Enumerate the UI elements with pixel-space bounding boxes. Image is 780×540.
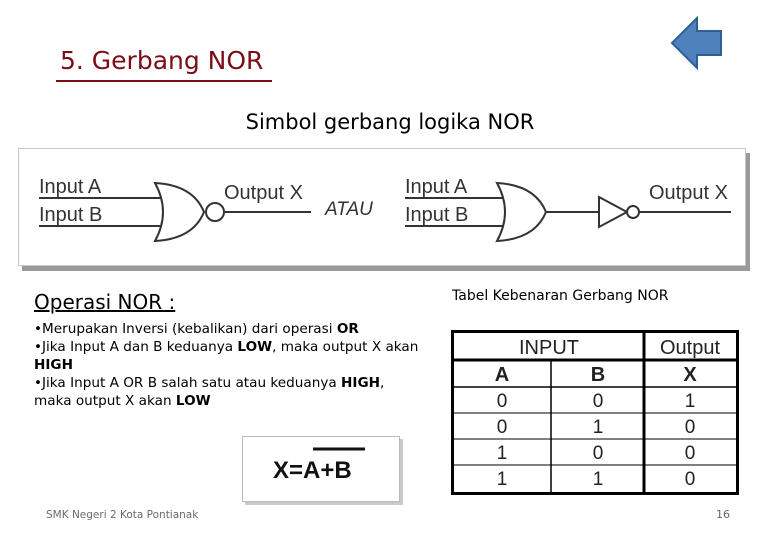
table-cell: 1 [592, 417, 604, 438]
table-cell: 0 [592, 391, 604, 412]
nor-symbol-diagram [18, 148, 746, 266]
table-row [497, 443, 696, 464]
table-cell: 0 [684, 443, 696, 464]
table-row [497, 469, 696, 490]
formula-text: X=A+B [273, 457, 352, 484]
left-input-b-label: Input B [39, 204, 103, 226]
title-underline [56, 80, 272, 82]
truth-table-caption: Tabel Kebenaran Gerbang NOR [452, 288, 669, 304]
bullet-item: •Jika Input A OR B salah satu atau keduanya HIGH, maka output X akan LOW [34, 375, 385, 409]
output-header: Output [659, 337, 721, 359]
table-cell: 0 [496, 391, 508, 412]
nor-formula [242, 436, 400, 502]
separator-label: ATAU [325, 199, 373, 220]
page-number: 16 [716, 508, 730, 521]
table-cell: 1 [684, 391, 696, 412]
operation-bullets [34, 320, 424, 410]
left-output-label: Output X [224, 182, 303, 204]
operation-heading: Operasi NOR : [34, 290, 176, 314]
table-cell: 0 [684, 417, 696, 438]
table-cell: 0 [684, 469, 696, 490]
arrow-left-icon[interactable] [666, 12, 726, 72]
symbol-subtitle: Simbol gerbang logika NOR [245, 110, 535, 134]
right-output-label: Output X [649, 182, 728, 204]
input-header: INPUT [519, 337, 579, 359]
bullet-item: •Merupakan Inversi (kebalikan) dari operasi OR [34, 321, 359, 337]
slide-title: 5. Gerbang NOR [60, 46, 264, 75]
table-row [497, 391, 696, 412]
column-header-x: X [683, 364, 697, 386]
truth-table [451, 330, 739, 495]
footer-school: SMK Negeri 2 Kota Pontianak [46, 509, 199, 521]
table-cell: 1 [592, 469, 604, 490]
column-header-b: B [590, 364, 606, 386]
table-cell: 0 [592, 443, 604, 464]
bullet-item: •Jika Input A dan B keduanya LOW, maka output X akan HIGH [34, 339, 419, 373]
right-input-b-label: Input B [405, 204, 469, 226]
table-row [497, 417, 696, 438]
column-header-a: A [494, 364, 510, 386]
table-cell: 1 [496, 443, 508, 464]
table-cell: 0 [496, 417, 508, 438]
left-input-a-label: Input A [39, 176, 102, 198]
table-cell: 1 [496, 469, 508, 490]
right-input-a-label: Input A [405, 176, 468, 198]
